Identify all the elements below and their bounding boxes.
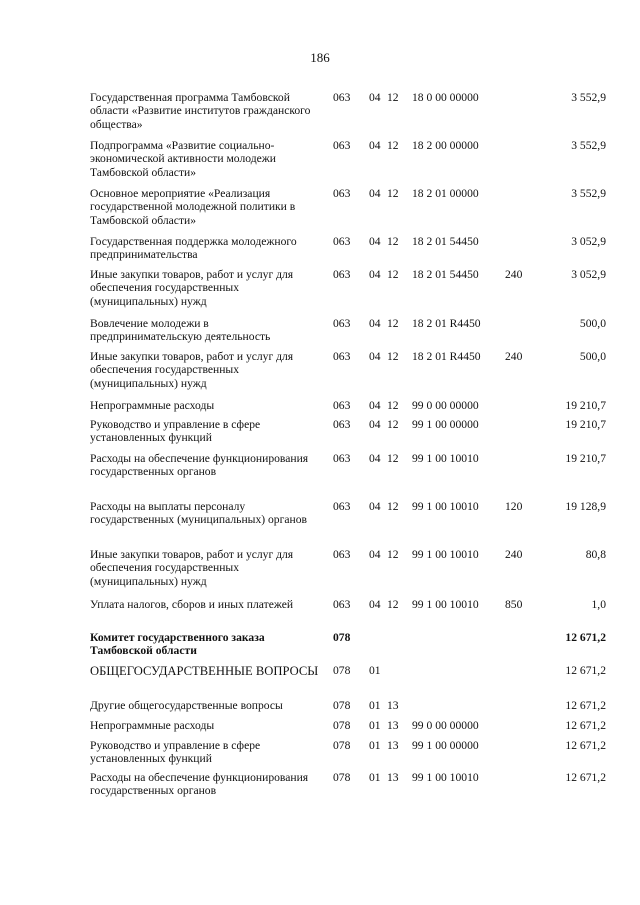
row-name: Непрограммные расходы [90,399,215,412]
row-rz: 04 [369,598,381,611]
row-ved: 063 [333,350,351,363]
row-csr: 18 2 01 54450 [412,235,479,248]
row-rz: 04 [369,399,381,412]
row-csr: 99 1 00 00000 [412,739,479,752]
row-csr: 18 0 00 00000 [412,91,479,104]
row-csr: 99 0 00 00000 [412,399,479,412]
row-vr: 850 [505,598,523,611]
row-pr: 12 [387,500,399,513]
row-rz: 04 [369,268,381,281]
row-ved: 078 [333,631,351,644]
row-name: Государственная поддержка молодежного предпринимательства [90,235,297,262]
row-pr: 12 [387,187,399,200]
row-sum: 3 552,9 [571,139,606,152]
row-csr: 18 2 01 00000 [412,187,479,200]
row-csr: 99 1 00 10010 [412,500,479,513]
row-sum: 3 052,9 [571,268,606,281]
row-rz: 04 [369,350,381,363]
row-pr: 13 [387,771,399,784]
row-name: Расходы на обеспечение функционирования государственных органов [90,771,309,798]
row-ved: 078 [333,719,351,732]
row-rz: 04 [369,452,381,465]
row-name: Иные закупки товаров, работ и услуг для обеспечения государственных (муниципальных) нужд [90,268,294,308]
row-ved: 078 [333,664,351,677]
row-ved: 063 [333,268,351,281]
row-sum: 3 552,9 [571,91,606,104]
row-pr: 12 [387,91,399,104]
row-pr: 12 [387,268,399,281]
row-pr: 13 [387,699,399,712]
row-sum: 12 671,2 [565,739,606,752]
row-rz: 04 [369,139,381,152]
row-pr: 12 [387,452,399,465]
row-ved: 063 [333,452,351,465]
row-pr: 12 [387,350,399,363]
row-rz: 04 [369,500,381,513]
row-csr: 18 2 01 54450 [412,268,479,281]
row-ved: 078 [333,771,351,784]
row-rz: 01 [369,739,381,752]
row-vr: 120 [505,500,523,513]
row-rz: 04 [369,418,381,431]
row-rz: 04 [369,91,381,104]
row-ved: 078 [333,699,351,712]
row-ved: 063 [333,399,351,412]
row-name: Расходы на обеспечение функционирования государственных органов [90,452,309,479]
page-number: 186 [310,50,330,65]
row-name: Руководство и управление в сфере установленных функций [90,739,261,766]
row-sum: 19 210,7 [565,418,606,431]
row-sum: 19 210,7 [565,399,606,412]
row-name: Комитет государственного заказа Тамбовской области [90,631,265,658]
row-csr: 18 2 01 R4450 [412,350,481,363]
row-pr: 12 [387,418,399,431]
row-sum: 3 052,9 [571,235,606,248]
row-csr: 99 1 00 00000 [412,418,479,431]
row-pr: 12 [387,598,399,611]
row-pr: 13 [387,719,399,732]
row-name: Основное мероприятие «Реализация государственной молодежной политики в Тамбовской области» [90,187,296,227]
row-rz: 04 [369,235,381,248]
row-name: Другие общегосударственные вопросы [90,699,283,712]
row-name: Подпрограмма «Развитие социально-экономической активности молодежи Тамбовской области» [90,139,276,179]
row-name: Уплата налогов, сборов и иных платежей [90,598,294,611]
row-pr: 12 [387,317,399,330]
row-sum: 500,0 [579,317,606,330]
row-ved: 078 [333,739,351,752]
row-name: Руководство и управление в сфере установленных функций [90,418,261,445]
row-ved: 063 [333,235,351,248]
row-rz: 01 [369,719,381,732]
row-name: Иные закупки товаров, работ и услуг для обеспечения государственных (муниципальных) нужд [90,350,294,390]
row-sum: 80,8 [585,548,606,561]
row-rz: 04 [369,317,381,330]
row-ved: 063 [333,418,351,431]
row-vr: 240 [505,548,523,561]
row-name: Вовлечение молодежи в предпринимательскую деятельность [90,317,271,344]
row-csr: 18 2 01 R4450 [412,317,481,330]
row-pr: 12 [387,139,399,152]
row-sum: 19 128,9 [565,500,606,513]
row-name: Иные закупки товаров, работ и услуг для обеспечения государственных (муниципальных) нужд [90,548,294,588]
row-sum: 12 671,2 [565,719,606,732]
row-csr: 99 1 00 10010 [412,452,479,465]
row-ved: 063 [333,139,351,152]
row-csr: 18 2 00 00000 [412,139,479,152]
row-csr: 99 1 00 10010 [412,598,479,611]
row-name: Непрограммные расходы [90,719,215,732]
row-sum: 12 671,2 [565,771,606,784]
row-csr: 99 1 00 10010 [412,771,479,784]
row-ved: 063 [333,91,351,104]
row-ved: 063 [333,317,351,330]
row-rz: 04 [369,187,381,200]
row-ved: 063 [333,548,351,561]
row-sum: 500,0 [579,350,606,363]
row-sum: 3 552,9 [571,187,606,200]
row-pr: 12 [387,399,399,412]
row-rz: 01 [369,699,381,712]
row-name: ОБЩЕГОСУДАРСТВЕННЫЕ ВОПРОСЫ [90,664,319,678]
row-csr: 99 0 00 00000 [412,719,479,732]
row-sum: 12 671,2 [565,664,606,677]
row-ved: 063 [333,187,351,200]
row-rz: 01 [369,771,381,784]
row-name: Государственная программа Тамбовской области «Развитие институтов гражданского общества» [90,91,311,131]
row-name: Расходы на выплаты персоналу государственных (муниципальных) органов [90,500,307,527]
row-pr: 13 [387,739,399,752]
row-ved: 063 [333,598,351,611]
row-pr: 12 [387,548,399,561]
row-sum: 19 210,7 [565,452,606,465]
row-pr: 12 [387,235,399,248]
row-rz: 01 [369,664,381,677]
row-sum: 12 671,2 [565,631,606,644]
row-vr: 240 [505,268,523,281]
row-ved: 063 [333,500,351,513]
row-sum: 12 671,2 [565,699,606,712]
row-csr: 99 1 00 10010 [412,548,479,561]
row-vr: 240 [505,350,523,363]
row-rz: 04 [369,548,381,561]
row-sum: 1,0 [591,598,606,611]
